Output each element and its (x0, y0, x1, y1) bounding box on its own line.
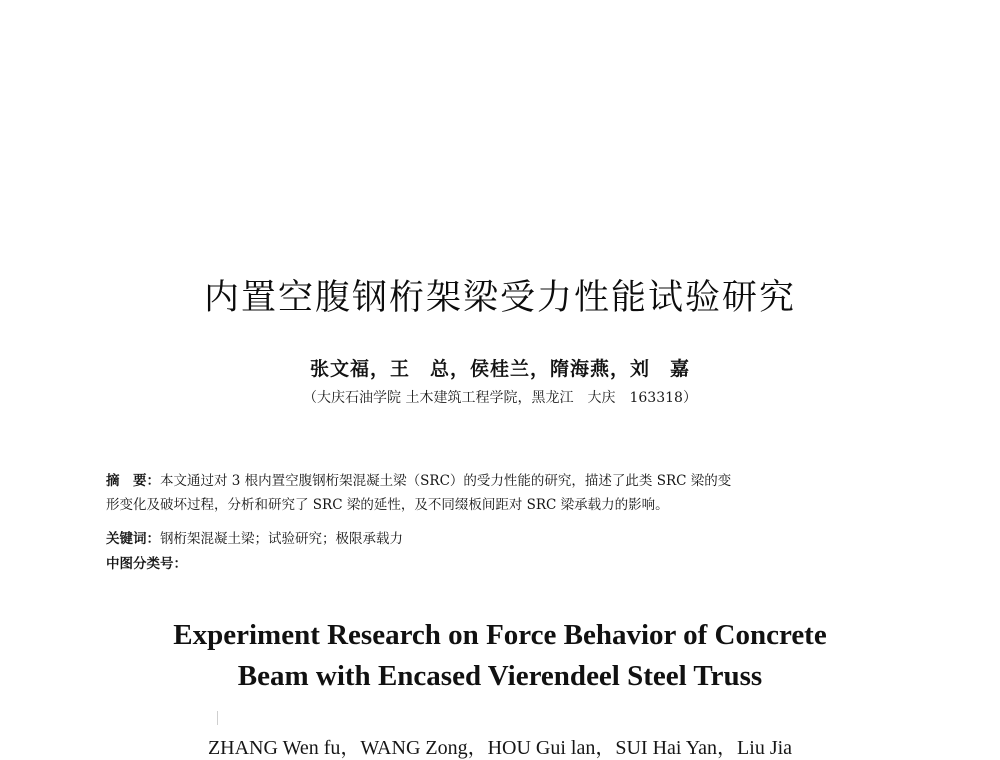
english-authors: ZHANG Wen fu，WANG Zong，HOU Gui lan，SUI Hai Yan，Liu Jia (207, 737, 793, 759)
scan-mark (217, 711, 218, 725)
abstract-label: 摘 要： (106, 473, 160, 489)
abstract-text-1: 本文通过对 3 根内置空腹钢桁架混凝土梁（SRC）的受力性能的研究，描述了此类 SRC 梁的变 (160, 473, 732, 489)
keywords-text: 钢桁架混凝土梁；试验研究；极限承载力 (160, 531, 403, 547)
chinese-abstract (106, 469, 918, 517)
english-title-line-1: Experiment Research on Force Behavior of Concrete (173, 619, 827, 651)
classification-label: 中图分类号： (106, 556, 187, 572)
abstract-line-2: 形变化及破坏过程，分析和研究了 SRC 梁的延性，及不同缀板间距对 SRC 梁承载力的影响。 (106, 497, 669, 513)
chinese-authors: 张文福，王 总，侯桂兰，隋海燕，刘 嘉 (309, 358, 690, 380)
keywords-line (106, 527, 403, 547)
english-title-line-2: Beam with Encased Vierendeel Steel Truss (237, 660, 763, 692)
classification-line (106, 552, 187, 572)
keywords-label: 关键词： (106, 531, 160, 547)
chinese-affiliation: （大庆石油学院 土木建筑工程学院，黑龙江 大庆 163318） (303, 390, 697, 406)
chinese-title: 内置空腹钢桁架梁受力性能试验研究 (203, 278, 796, 318)
abstract-line-1 (106, 469, 918, 493)
